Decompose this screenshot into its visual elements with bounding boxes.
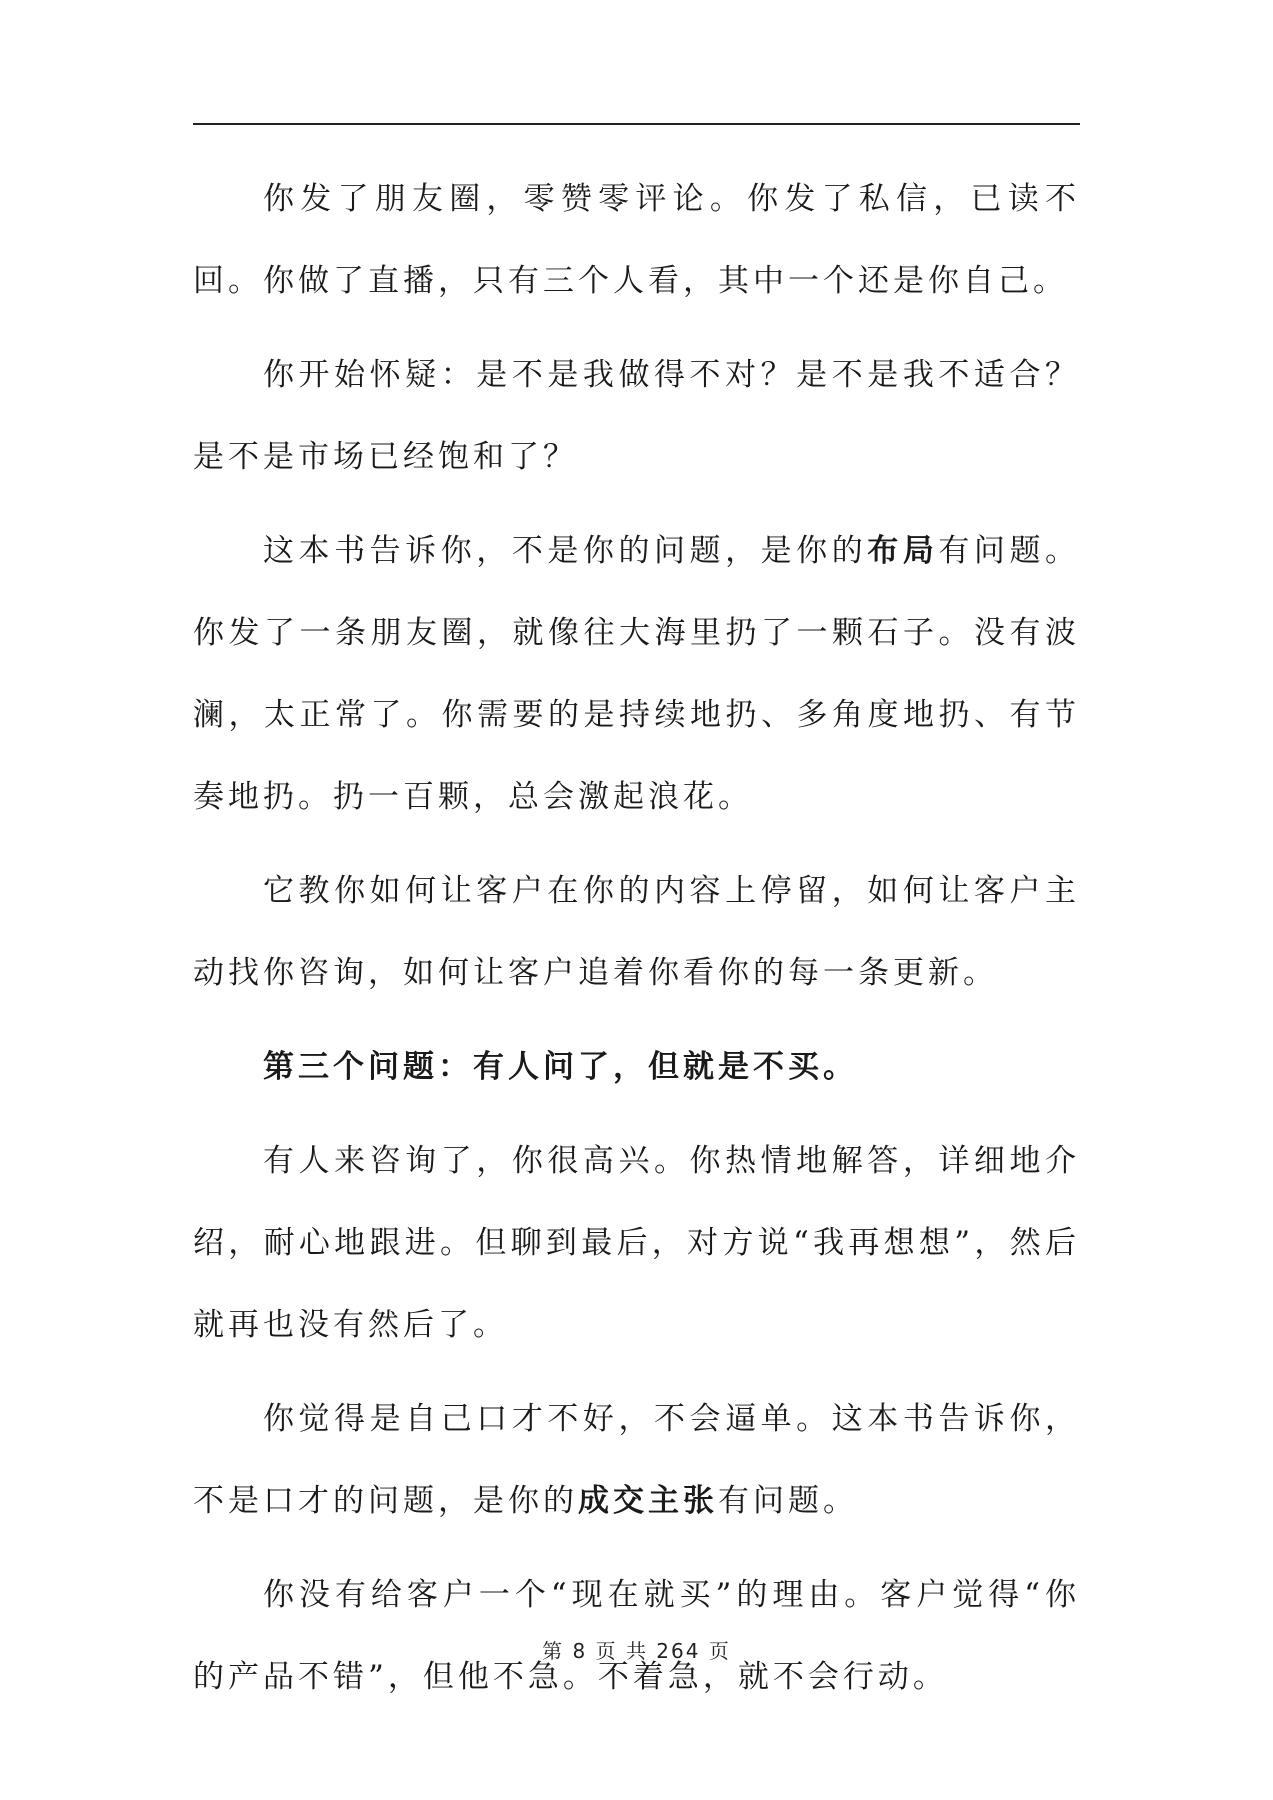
paragraph: [193, 1120, 1080, 1366]
heading-text: 第三个问题：有人问了，但就是不买。: [263, 1049, 858, 1085]
text-run: 有问题。: [718, 1483, 858, 1519]
body-text: [193, 158, 1080, 1730]
page-number: 第 8 页 共 264 页: [542, 1639, 731, 1663]
paragraph: [193, 510, 1080, 838]
section-heading: [193, 1026, 1080, 1108]
header-rule: [193, 123, 1080, 125]
paragraph: [193, 334, 1080, 498]
paragraph: [193, 1378, 1080, 1542]
text-run: 这本书告诉你，不是你的问题，是你的: [263, 533, 868, 569]
paragraph: [193, 850, 1080, 1014]
text-run: 你没有给客户一个“现在就买”的理由。客户觉得“你的产品不错”，但他不急。不着急，就不会行动。: [193, 1577, 1080, 1695]
text-run: 有问题。你发了一条朋友圈，就像往大海里扔了一颗石子。没有波澜，太正常了。你需要的是持续地扔、多角度地扔、有节奏地扔。扔一百颗，总会激起浪花。: [193, 533, 1081, 815]
text-run: 它教你如何让客户在你的内容上停留，如何让客户主动找你咨询，如何让客户追着你看你的每一条更新。: [193, 873, 1080, 991]
emphasis-run: 成交主张: [578, 1483, 718, 1519]
text-run: 有人来咨询了，你很高兴。你热情地解答，详细地介绍，耐心地跟进。但聊到最后，对方说“我再想想”，然后就再也没有然后了。: [193, 1143, 1080, 1343]
text-run: 你发了朋友圈，零赞零评论。你发了私信，已读不回。你做了直播，只有三个人看，其中一个还是你自己。: [193, 181, 1080, 299]
emphasis-run: 布局: [867, 533, 939, 569]
paragraph: [193, 158, 1080, 322]
text-run: 你觉得是自己口才不好，不会逼单。这本书告诉你，不是口才的问题，是你的: [193, 1401, 1080, 1519]
text-run: 你开始怀疑：是不是我做得不对？是不是我不适合？是不是市场已经饱和了？: [193, 357, 1080, 475]
